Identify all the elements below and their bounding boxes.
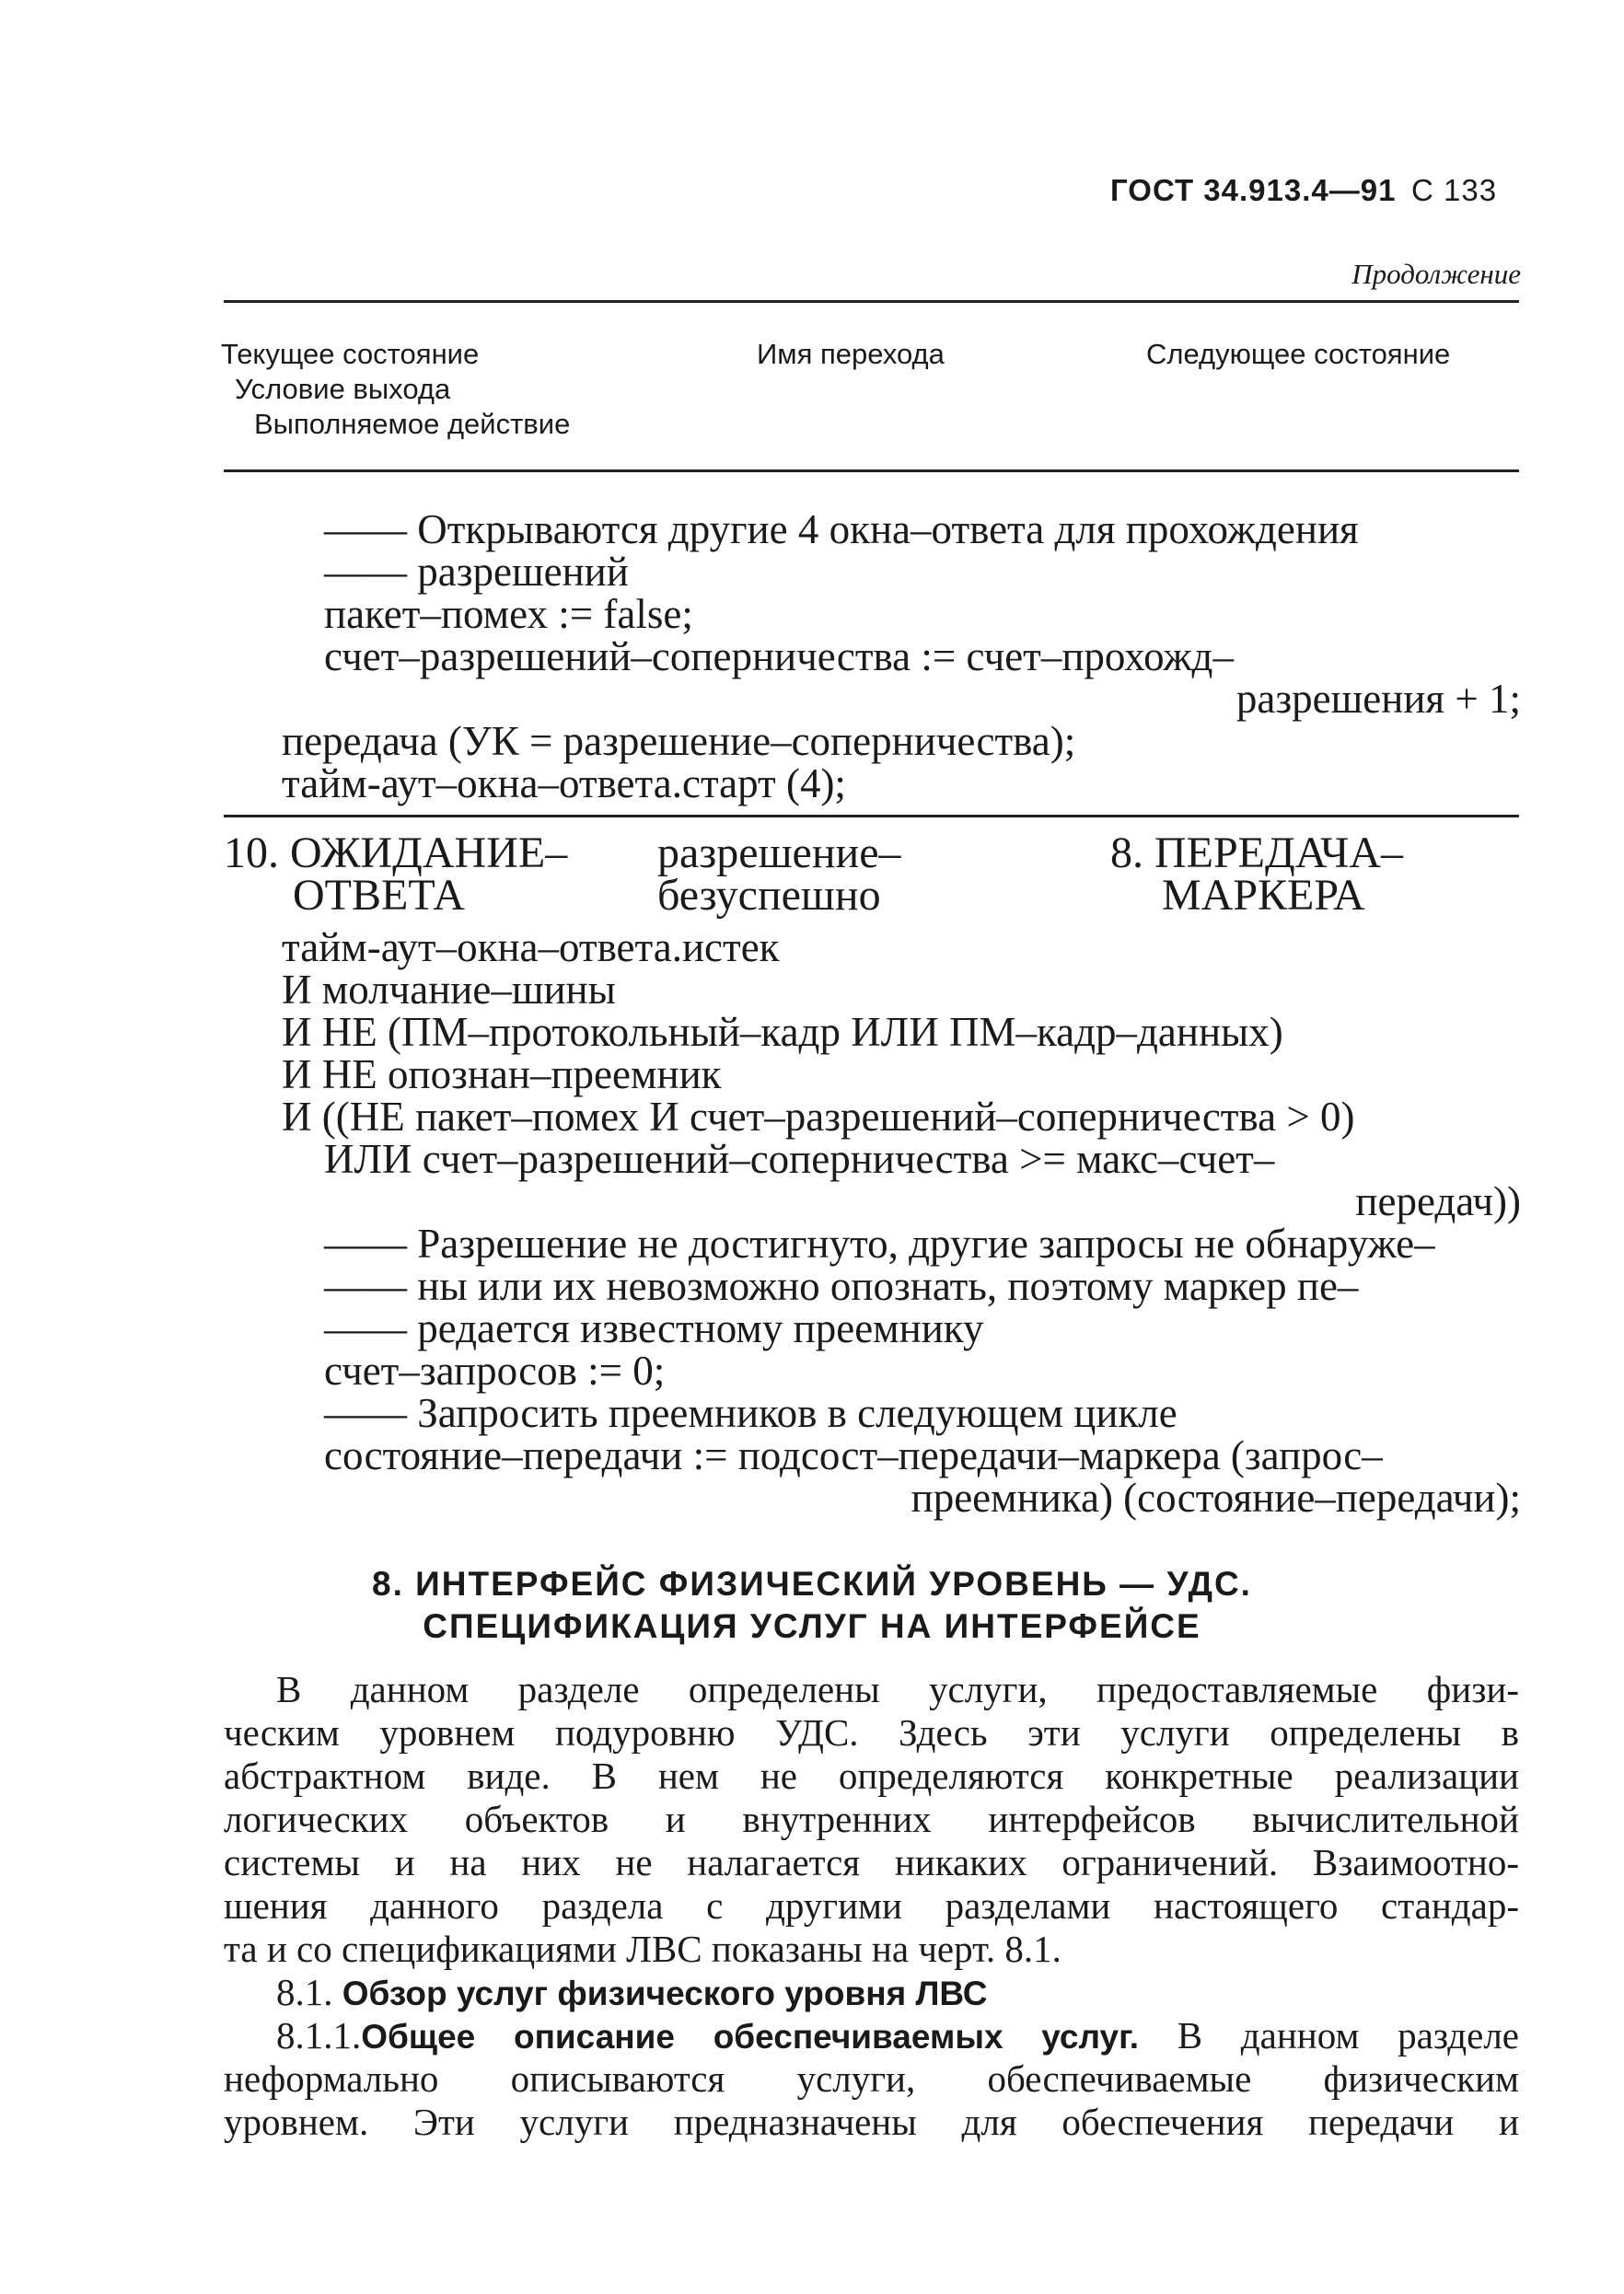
- row10-current-state: 10. ОЖИДАНИЕ–: [224, 828, 568, 877]
- code-line: тайм-аут–окна–ответа.истек: [282, 924, 780, 970]
- table-top-rule: [224, 300, 1519, 303]
- code-line: пакет–помех := false;: [324, 591, 693, 637]
- standard-code: ГОСТ 34.913.4—91: [1110, 173, 1397, 207]
- paragraph-line: абстрактном виде. В нем не определяются конкретные реализации: [224, 1755, 1519, 1797]
- code-line: состояние–передачи := подсост–передачи–маркера (запрос–: [324, 1432, 1383, 1478]
- section-title: 8. ИНТЕРФЕЙС ФИЗИЧЕСКИЙ УРОВЕНЬ — УДС.: [372, 1565, 1252, 1603]
- code-line: тайм-аут–окна–ответа.старт (4);: [282, 760, 846, 806]
- subsection-8-1-1: [276, 2014, 1519, 2058]
- code-line: счет–разрешений–соперничества := счет–прохожд–: [324, 633, 1234, 679]
- code-line-right: передач)): [1355, 1178, 1521, 1224]
- code-line: И НЕ опознан–преемник: [282, 1051, 722, 1097]
- section-title-cont: СПЕЦИФИКАЦИЯ УСЛУГ НА ИНТЕРФЕЙСЕ: [423, 1607, 1201, 1645]
- code-line: передача (УК = разрешение–соперничества);: [282, 718, 1076, 764]
- subsection-title: Общее описание обеспечиваемых услуг.: [361, 2018, 1140, 2056]
- col-action: Выполняемое действие: [254, 408, 571, 440]
- col-current-state: Текущее состояние: [221, 338, 480, 370]
- paragraph-line: логических объектов и внутренних интерфейсов вычислительной: [224, 1798, 1519, 1840]
- code-line: —— разрешений: [324, 549, 629, 595]
- code-line-right: преемника) (состояние–передачи);: [911, 1475, 1521, 1521]
- row10-transition-cont: безуспешно: [657, 871, 881, 920]
- row10-current-state-cont: ОТВЕТА: [293, 871, 465, 920]
- code-line: И молчание–шины: [282, 967, 616, 1013]
- subsection-number: 8.1.: [276, 1971, 333, 2013]
- header-bottom-rule: [224, 469, 1519, 472]
- comment-line: —— Запросить преемников в следующем цикле: [324, 1390, 1177, 1436]
- continuation-label: Продолжение: [1351, 258, 1521, 290]
- col-next-state: Следующее состояние: [1146, 338, 1451, 370]
- paragraph-line: неформально описываются услуги, обеспечиваемые физическим: [224, 2057, 1519, 2100]
- code-line-right: разрешения + 1;: [1235, 676, 1521, 722]
- paragraph-line: шения данного раздела с другими разделами настоящего стандар-: [224, 1884, 1519, 1927]
- comment-line: —— редается известному преемнику: [324, 1305, 984, 1351]
- row-separator-rule: [224, 815, 1519, 817]
- row10-transition: разрешение–: [657, 828, 901, 877]
- subsection-8-1: [276, 1971, 987, 2015]
- comment-line: —— ны или их невозможно опознать, поэтому маркер пе–: [324, 1263, 1359, 1309]
- col-exit-condition: Условие выхода: [235, 373, 451, 405]
- col-transition-name: Имя перехода: [757, 338, 945, 370]
- code-line: —— Открываются другие 4 окна–ответа для прохождения: [324, 506, 1359, 552]
- code-line: счет–запросов := 0;: [324, 1348, 666, 1394]
- code-line: ИЛИ счет–разрешений–соперничества >= макс–счет–: [324, 1136, 1275, 1182]
- paragraph-line: В данном разделе определены услуги, предоставляемые физи-: [276, 1668, 1519, 1710]
- subsection-number: 8.1.1.: [276, 2014, 362, 2056]
- paragraph-line: системы и на них не налагается никаких ограничений. Взаимоотно-: [224, 1841, 1519, 1883]
- page-number: С 133: [1411, 173, 1498, 207]
- paragraph-line: та и со спецификациями ЛВС показаны на черт. 8.1.: [224, 1928, 1061, 1970]
- code-line: И ((НЕ пакет–помех И счет–разрешений–соперничества > 0): [282, 1094, 1355, 1140]
- row10-next-state: 8. ПЕРЕДАЧА–: [1110, 828, 1403, 877]
- row10-next-state-cont: МАРКЕРА: [1162, 871, 1365, 920]
- comment-line: —— Разрешение не достигнуто, другие запросы не обнаруже–: [324, 1221, 1435, 1267]
- subsection-title: Обзор услуг физического уровня ЛВС: [342, 1975, 988, 2012]
- paragraph-line: уровнем. Эти услуги предназначены для обеспечения передачи и: [224, 2101, 1519, 2143]
- code-line: И НЕ (ПМ–протокольный–кадр ИЛИ ПМ–кадр–данных): [282, 1009, 1283, 1055]
- subsection-text: В данном разделе: [1139, 2014, 1519, 2056]
- paragraph-line: ческим уровнем подуровню УДС. Здесь эти услуги определены в: [224, 1711, 1519, 1754]
